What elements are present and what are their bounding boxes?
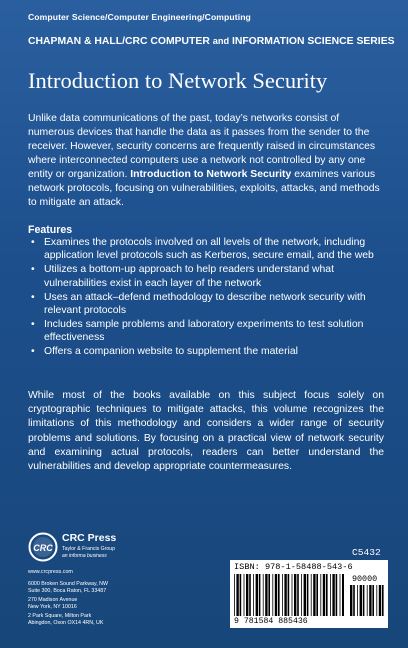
- feature-item: [28, 263, 384, 290]
- barcode-addon-code: 90000: [352, 574, 378, 584]
- closing-paragraph: While most of the books available on this subject focus solely on cryptographic techniques to mitigate attacks, this volume recognizes the limitations of this methodology and considers a wider range of security problems and solutions. By focusing on a practical view of network security and examining actual protocols, readers can better understand the vulnerabilities and develop appropriate countermeasures.: [28, 390, 384, 473]
- series-name-part-1: CHAPMAN & HALL/CRC COMPUTER: [28, 36, 213, 47]
- feature-item: [28, 291, 384, 318]
- barcode-box: [230, 560, 388, 628]
- feature-item: [28, 345, 384, 358]
- series-name: [28, 36, 395, 47]
- feature-item: [28, 236, 384, 263]
- series-name-part-3: INFORMATION SCIENCE SERIES: [229, 36, 395, 47]
- address-line: Abingdon, Oxon OX14 4RN, UK: [28, 619, 104, 626]
- logo-text: CRC: [33, 543, 53, 553]
- feature-item: [28, 318, 384, 345]
- feature-text: Examines the protocols involved on all levels of the network, including application level protocols such as Kerberos, secure email, and the web: [44, 237, 374, 262]
- address-line: 270 Madison Avenue: [28, 597, 78, 603]
- publisher-address: [28, 613, 168, 626]
- feature-text: Utilizes a bottom-up approach to help readers understand what vulnerabilities exist in each layer of the network: [44, 264, 334, 289]
- feature-text: Uses an attack–defend methodology to describe network security with relevant protocols: [44, 291, 366, 317]
- bullet-icon: •: [31, 264, 35, 276]
- publisher-website: www.crcpress.com: [28, 569, 73, 575]
- barcode-digits: 9 781584 885436: [234, 617, 308, 626]
- intro-paragraph: [28, 112, 384, 210]
- feature-text: Includes sample problems and laboratory experiments to test solution effectiveness: [44, 318, 364, 344]
- intro-text-1: Unlike data communications of the past, today’s networks consist of numerous devices that handle the data as it passes from the sender to the receiver. However, security concerns are frequently raised in circumstances where interconnected computers use a network not controlled by any one entity or organization.: [28, 113, 376, 180]
- bullet-icon: •: [31, 291, 35, 303]
- address-line: 6000 Broken Sound Parkway, NW: [28, 581, 108, 587]
- publisher-address: [28, 581, 168, 594]
- bullet-icon: •: [31, 237, 35, 248]
- address-line: Suite 300, Boca Raton, FL 33487: [28, 587, 107, 594]
- series-name-part-2: and: [212, 36, 230, 46]
- category-label: Computer Science/Computer Engineering/Computing: [28, 12, 251, 22]
- address-line: 2 Park Square, Milton Park: [28, 613, 92, 619]
- feature-text: Offers a companion website to supplement the material: [44, 346, 298, 358]
- barcode-icon: [234, 574, 344, 616]
- intro-text-2: examines various network protocols, focusing on vulnerabilities, exploits, attacks, and methods to mitigate an attack.: [28, 169, 380, 208]
- publisher-informa: an informa business: [62, 553, 107, 559]
- product-code: C5432: [352, 547, 381, 558]
- address-line: New York, NY 10016: [28, 603, 77, 610]
- features-heading: Features: [28, 224, 73, 236]
- bullet-icon: •: [31, 346, 35, 358]
- features-list: [28, 236, 384, 359]
- crc-press-logo-icon: [28, 532, 58, 562]
- publisher-group: Taylor & Francis Group: [62, 546, 116, 552]
- intro-book-title: Introduction to Network Security: [130, 169, 292, 180]
- isbn-text: ISBN: 978-1-58488-543-6: [234, 562, 353, 572]
- publisher-address: [28, 597, 168, 610]
- publisher-name: CRC Press: [62, 532, 117, 544]
- bullet-icon: •: [31, 318, 35, 330]
- barcode-addon-icon: [350, 585, 384, 616]
- book-title: Introduction to Network Security: [28, 68, 328, 93]
